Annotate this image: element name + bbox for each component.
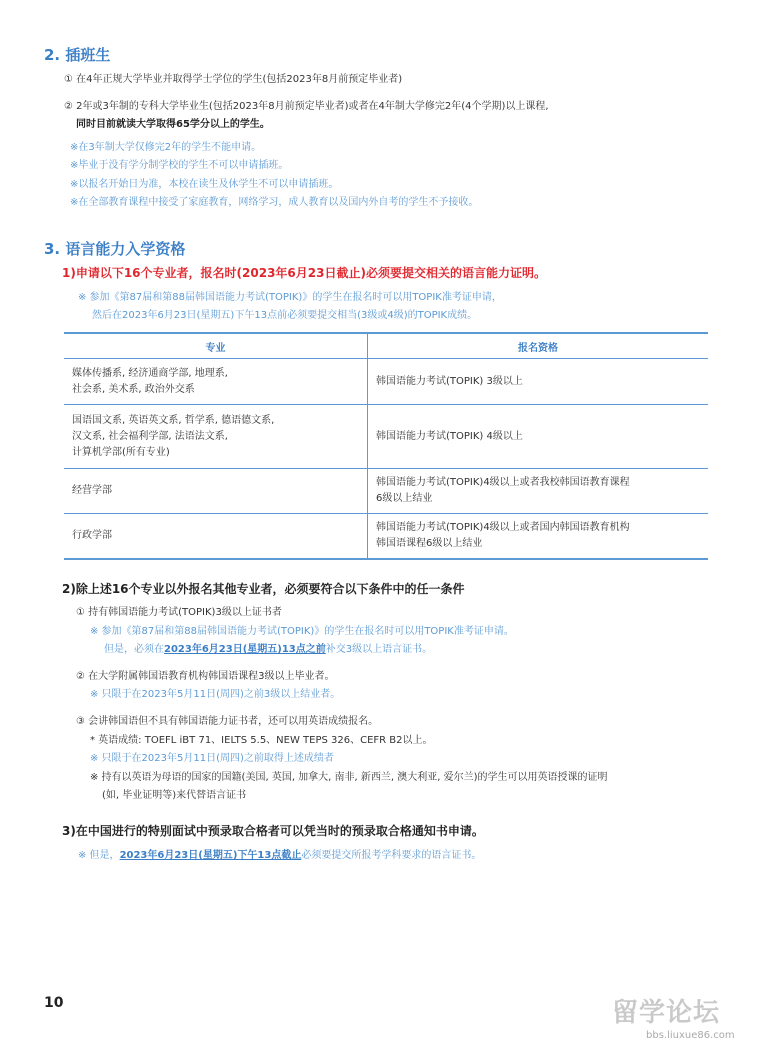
table-cell-major — [64, 514, 368, 559]
major-line: 汉文系, 社会福利学部, 法语法文系, — [72, 430, 228, 442]
part-2-condition-3: ③ 会讲韩国语但不具有韩国语能力证书者，还可以用英语成绩报名。 — [76, 716, 379, 727]
major-line: 经营学部 — [72, 485, 112, 496]
deadline-highlight: 2023年6月23日(星期五)下午13点截止 — [119, 850, 302, 861]
section-2-item-2-line-1: ② 2年或3年制的专科大学毕业生(包括2023年8月前预定毕业者)或者在4年制大学修完2年(4个学期)以上课程, — [64, 101, 549, 112]
note-text: 但是，必须在 — [104, 644, 164, 655]
part-3-title: 3)在中国进行的特别面试中预录取合格者可以凭当时的预录取合格通知书申请。 — [62, 824, 484, 838]
requirement-line: 韩国语能力考试(TOPIK) 4级以上 — [376, 430, 523, 442]
major-line: 媒体传播系, 经济通商学部, 地理系, — [72, 367, 228, 379]
part-1-title: 1)申请以下16个专业者，报名时(2023年6月23日截止)必须要提交相关的语言能力证明。 — [62, 266, 546, 280]
part-2-english-scores: * 英语成绩: TOEFL iBT 71、IELTS 5.5、NEW TEPS 326、CEFR B2以上。 — [90, 735, 433, 746]
watermark-logo: 留学论坛 — [612, 998, 721, 1028]
note-text: 必须要提交所报考学科要求的语言证书。 — [301, 850, 482, 861]
section-2-note: ※在3年制大学仅修完2年的学生不能申请。 — [70, 142, 262, 153]
table-row — [64, 514, 708, 559]
part-3-note — [78, 846, 481, 861]
table-cell-requirement — [368, 405, 709, 469]
requirement-line: 韩国语能力考试(TOPIK)4级以上或者我校韩国语教育课程 — [376, 477, 630, 488]
section-2-item-2-line-2: 同时目前就读大学取得65学分以上的学生。 — [76, 119, 270, 130]
table-cell-major — [64, 405, 368, 469]
table-cell-major — [64, 469, 368, 514]
table-cell-major — [64, 359, 368, 405]
part-2-condition-1-note-1: ※ 参加《第87届和第88届韩国语能力考试(TOPIK)》的学生在报名时可以用TOPIK准考证申请。 — [90, 626, 514, 637]
major-line: 行政学部 — [72, 529, 112, 541]
major-line: 国语国文系, 英语英文系, 哲学系, 德语德文系, — [72, 414, 275, 426]
part-2-condition-1: ① 持有韩国语能力考试(TOPIK)3级以上证书者 — [76, 607, 282, 618]
part-2-condition-1-note-2 — [104, 640, 432, 655]
section-2-heading: 2. 插班生 — [44, 46, 111, 64]
requirement-line: 6级以上结业 — [376, 493, 433, 504]
table-row — [64, 405, 708, 469]
major-line: 社会系, 美术系, 政治外交系 — [72, 383, 195, 395]
part-2-condition-3-note-2b: (如, 毕业证明等)来代替语言证书 — [102, 790, 247, 801]
table-cell-requirement — [368, 514, 709, 559]
deadline-highlight: 2023年6月23日(星期五)13点之前 — [164, 644, 326, 655]
requirement-line: 韩国语课程6级以上结业 — [376, 537, 483, 549]
language-requirement-table — [64, 332, 708, 560]
part-2-condition-2-note: ※ 只限于在2023年5月11日(周四)之前3级以上结业者。 — [90, 689, 341, 700]
table-header-major: 专业 — [64, 333, 368, 359]
part-1-note-1: ※ 参加《第87届和第88届韩国语能力考试(TOPIK)》的学生在报名时可以用TOPIK准考证申请， — [78, 292, 502, 303]
section-2-note: ※在全部教育课程中接受了家庭教育，网络学习，成人教育以及国内外自考的学生不予接收。 — [70, 197, 479, 208]
watermark-url: bbs.liuxue86.com — [646, 1030, 735, 1041]
table-row — [64, 359, 708, 405]
page-number: 10 — [44, 995, 64, 1011]
requirement-line: 韩国语能力考试(TOPIK) 3级以上 — [376, 375, 523, 387]
note-text: ※ 但是， — [78, 850, 120, 861]
requirement-line: 韩国语能力考试(TOPIK)4级以上或者国内韩国语教育机构 — [376, 521, 630, 533]
table-header-requirement: 报名资格 — [368, 333, 709, 359]
part-2-title: 2)除上述16个专业以外报名其他专业者，必须要符合以下条件中的任一条件 — [62, 582, 465, 596]
part-2-condition-3-note: ※ 只限于在2023年5月11日(周四)之前取得上述成绩者 — [90, 753, 334, 764]
section-2-item-1: ① 在4年正规大学毕业并取得学士学位的学生(包括2023年8月前预定毕业者) — [64, 74, 403, 85]
table-cell-requirement — [368, 359, 709, 405]
part-2-condition-2: ② 在大学附属韩国语教育机构韩国语课程3级以上毕业者。 — [76, 671, 335, 682]
part-2-condition-3-note-2a: ※ 持有以英语为母语的国家的国籍(美国, 英国, 加拿大, 南非, 新西兰, 澳大利亚, 爱尔兰)的学生可以用英语授课的证明 — [90, 772, 608, 783]
table-row — [64, 469, 708, 514]
note-text: 补交3级以上语言证书。 — [325, 644, 433, 655]
section-3-heading: 3. 语言能力入学资格 — [44, 240, 186, 258]
table-cell-requirement — [368, 469, 709, 514]
major-line: 计算机学部(所有专业) — [72, 446, 170, 458]
section-2-note: ※以报名开始日为准，本校在读生及休学生不可以申请插班。 — [70, 179, 339, 190]
table-header-row — [64, 333, 708, 359]
section-2-note: ※毕业于没有学分制学校的学生不可以申请插班。 — [70, 160, 289, 171]
part-1-note-2: 然后在2023年6月23日(星期五)下午13点前必须要提交相当(3级或4级)的TOPIK成绩。 — [92, 310, 478, 321]
